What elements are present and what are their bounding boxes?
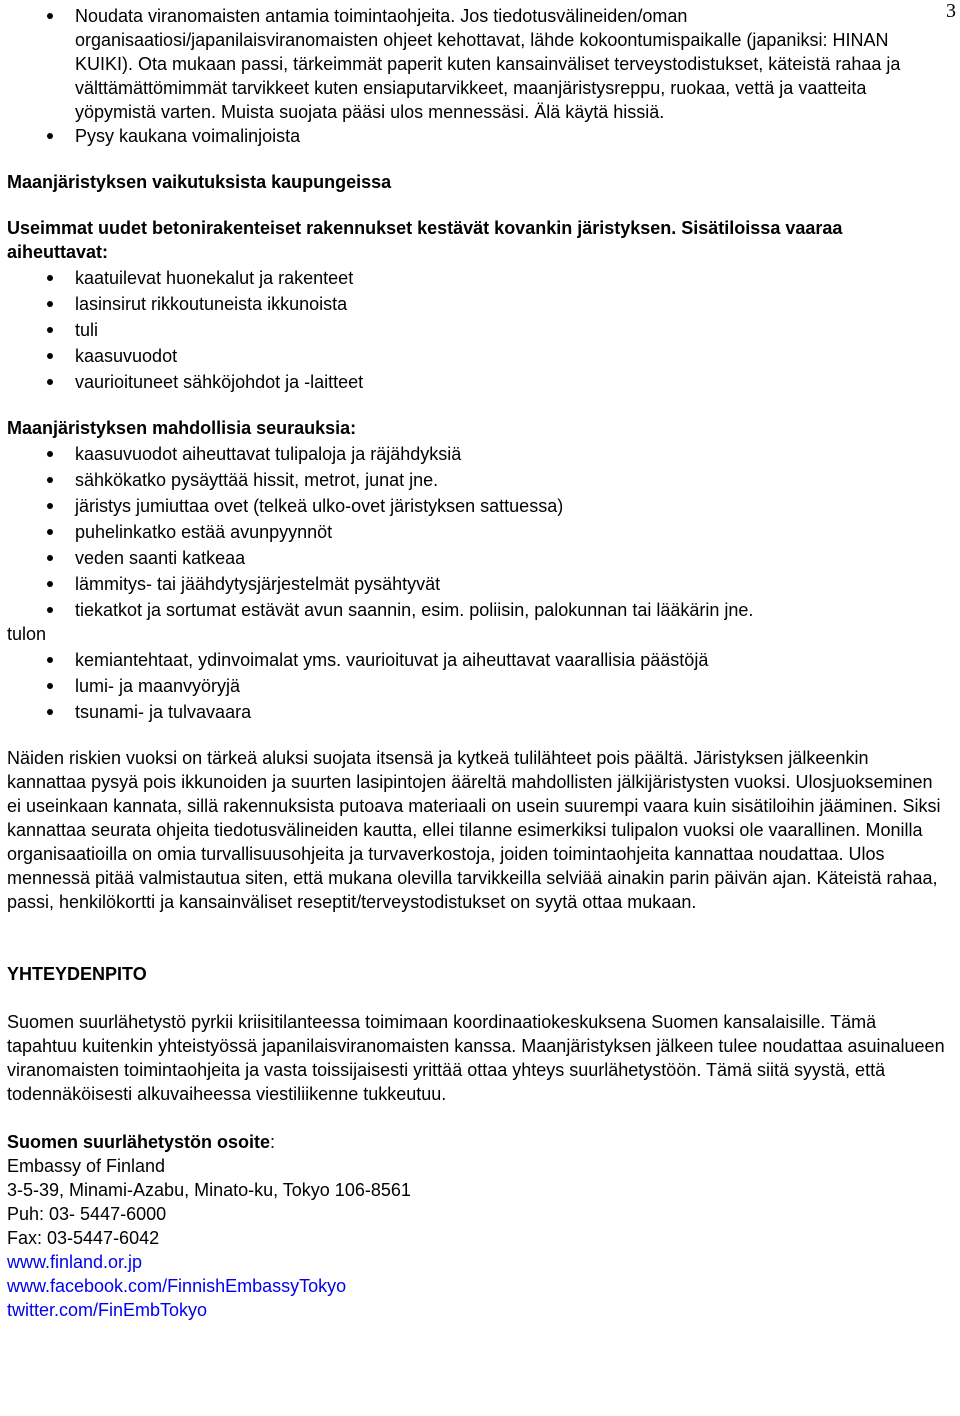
list-item: kaatuilevat huonekalut ja rakenteet <box>7 266 947 290</box>
list-item: lämmitys- tai jäähdytysjärjestelmät pysähtyvät <box>7 572 947 596</box>
document-body <box>7 4 947 1322</box>
consequences-list-continued <box>7 648 947 724</box>
section-heading-contact: YHTEYDENPITO <box>7 964 147 984</box>
list-item: kaasuvuodot aiheuttavat tulipaloja ja räjähdyksiä <box>7 442 947 466</box>
list-item: lumi- ja maanvyöryjä <box>7 674 947 698</box>
list-item: järistys jumiuttaa ovet (telkeä ulko-ovet järistyksen sattuessa) <box>7 494 947 518</box>
consequences-list <box>7 442 947 622</box>
page-number: 3 <box>946 0 956 22</box>
embassy-street: 3-5-39, Minami-Azabu, Minato-ku, Tokyo 106-8561 <box>7 1180 411 1200</box>
list-item: Pysy kaukana voimalinjoista <box>7 124 947 148</box>
list-item: lasinsirut rikkoutuneista ikkunoista <box>7 292 947 316</box>
list-item: vaurioituneet sähköjohdot ja -laitteet <box>7 370 947 394</box>
section-heading-consequences: Maanjäristyksen mahdollisia seurauksia: <box>7 418 357 438</box>
embassy-fax: Fax: 03-5447-6042 <box>7 1228 160 1248</box>
list-item: veden saanti katkeaa <box>7 546 947 570</box>
list-item-continuation: tulon <box>7 624 47 644</box>
embassy-phone: Puh: 03- 5447-6000 <box>7 1204 167 1224</box>
list-item: sähkökatko pysäyttää hissit, metrot, junat jne. <box>7 468 947 492</box>
list-item: tiekatkot ja sortumat estävät avun saannin, esim. poliisin, palokunnan tai lääkärin jne. <box>7 598 947 622</box>
twitter-link[interactable]: twitter.com/FinEmbTokyo <box>7 1300 208 1320</box>
instructions-list <box>7 4 947 148</box>
list-item: kemiantehtaat, ydinvoimalat yms. vaurioituvat ja aiheuttavat vaarallisia päästöjä <box>7 648 947 672</box>
list-item: tsunami- ja tulvavaara <box>7 700 947 724</box>
indoor-hazards-list <box>7 266 947 394</box>
address-label-colon: : <box>270 1132 276 1152</box>
list-item: puhelinkatko estää avunpyynnöt <box>7 520 947 544</box>
risk-paragraph: Näiden riskien vuoksi on tärkeä aluksi suojata itsensä ja kytkeä tulilähteet pois päältä. Järistyksen jälkeenkin kannattaa pysyä pois ikkunoiden ja suurten lasipintojen ääreltä mahdollisten jälkijäristysten vuoksi. Ulosjuokseminen ei useinkaan kannata, sillä rakennuksista putoava materiaali on usein suurempi vaara kuin sisätiloihin jääminen. Siksi kannattaa seurata ohjeita tiedotusvälineiden kautta, ellei tilanne esimerkiksi tulipalon vuoksi ole vaarallinen. Monilla organisaatioilla on omia turvallisuusohjeita ja turvaverkostoja, joiden toimintaohjeita kannattaa noudattaa. Ulos mennessä pitää valmistautua siten, että mukana olevilla tarvikkeilla selviää ainakin parin päivän ajan. Käteistä rahaa, passi, henkilökortti ja kansainväliset reseptit/terveystodistukset on syytä ottaa mukaan. <box>7 748 941 912</box>
effects-intro: Useimmat uudet betonirakenteiset rakennukset kestävät kovankin järistyksen. Sisätiloissa vaaraa aiheuttavat: <box>7 218 843 262</box>
list-item: tuli <box>7 318 947 342</box>
contact-paragraph: Suomen suurlähetystö pyrkii kriisitilanteessa toimimaan koordinaatiokeskuksena Suomen kansalaisille. Tämä tapahtuu kuitenkin yhteistyössä japanilaisviranomaisten kanssa. Maanjäristyksen jälkeen tulee noudattaa asuinalueen viranomaisten toimintaohjeita ja vasta toissijaisesti yrittää ottaa yhteys suurlähetystöön. Tämä siitä syystä, että todennäköisesti alkuvaiheessa viestiliikenne tukkeutuu. <box>7 1012 945 1104</box>
list-item: kaasuvuodot <box>7 344 947 368</box>
address-heading <box>7 1130 947 1154</box>
section-heading-effects: Maanjäristyksen vaikutuksista kaupungeissa <box>7 172 392 192</box>
address-label: Suomen suurlähetystön osoite <box>7 1132 271 1152</box>
website-link[interactable]: www.finland.or.jp <box>7 1252 143 1272</box>
facebook-link[interactable]: www.facebook.com/FinnishEmbassyTokyo <box>7 1276 347 1296</box>
list-item: Noudata viranomaisten antamia toimintaohjeita. Jos tiedotusvälineiden/oman organisaatiosi/japanilaisviranomaisten ohjeet kehottavat, lähde kokoontumispaikalle (japaniksi: HINAN KUIKI). Ota mukaan passi, tärkeimmät paperit kuten kansainväliset terveystodistukset, käteistä rahaa ja välttämättömimmät tarvikkeet kuten ensiaputarvikkeet, maanjäristysreppu, ruokaa, vettä ja vaatteita yöpymistä varten. Muista suojata pääsi ulos mennessäsi. Älä käytä hissiä. <box>7 4 947 124</box>
embassy-name: Embassy of Finland <box>7 1156 166 1176</box>
